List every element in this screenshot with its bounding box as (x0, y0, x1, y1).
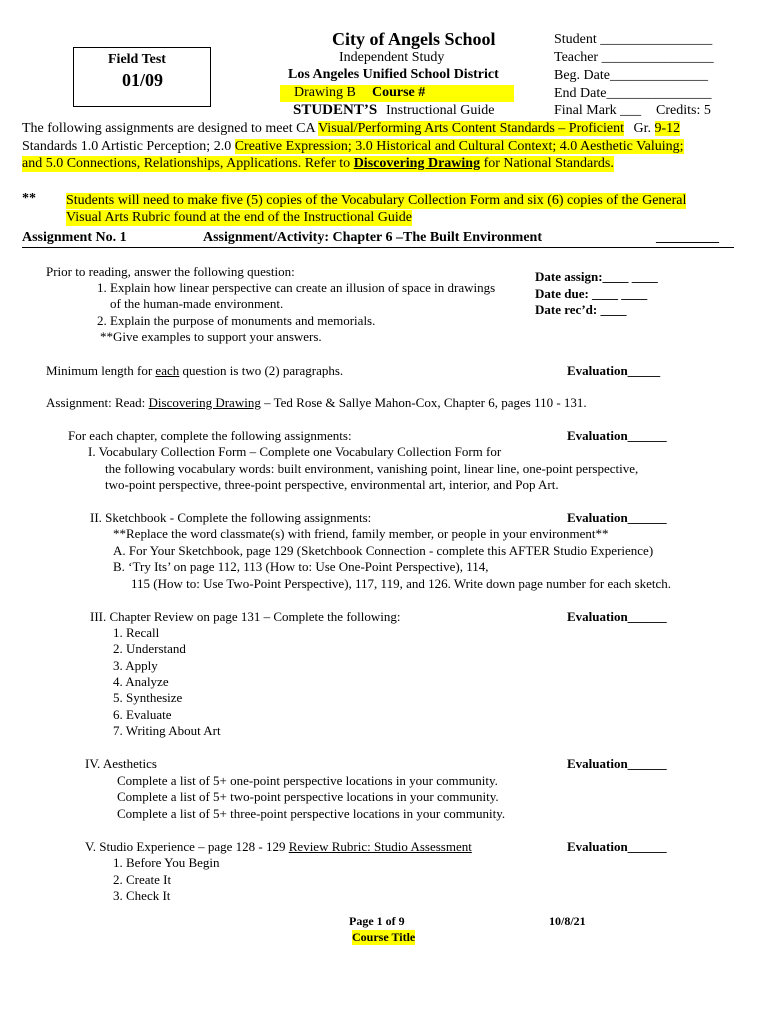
review-item: 1. Recall (113, 625, 160, 640)
note-line-2: Visual Arts Rubric found at the end of the Instructional Guide (66, 210, 412, 225)
course-title: Course Title (352, 930, 416, 944)
students-label: STUDENT’S (293, 102, 378, 118)
prior-q2: 2. Explain the purpose of monuments and memorials. (97, 313, 376, 328)
studio-item: 1. Before You Begin (113, 855, 220, 870)
review-item: 2. Understand (113, 641, 186, 656)
sketchbook-line-1: **Replace the word classmate(s) with friend, family member, or people in your environment** (113, 526, 609, 541)
studio-item: 2. Create It (113, 872, 172, 887)
guide-label: Instructional Guide (386, 103, 495, 118)
sketchbook-eval: Evaluation______ (567, 510, 667, 525)
vocab-line-2: the following vocabulary words: built environment, vanishing point, linear line, one-point perspective, (105, 461, 639, 476)
intro-line-2: Standards 1.0 Artistic Perception; 2.0 Creative Expression; 3.0 Historical and Cultural Context; 4.0 Aesthetic Valuing; (22, 139, 684, 154)
studio-title: V. Studio Experience – page 128 - 129 Review Rubric: Studio Assessment (85, 839, 472, 854)
assignment-blank: _________ (656, 230, 719, 245)
credits-field: Credits: 5 (656, 103, 711, 118)
final-mark-field: Final Mark ___ (554, 103, 642, 118)
date-assign: Date assign:____ ____ (535, 269, 658, 284)
drawing-label: Drawing B (294, 85, 356, 100)
studio-eval: Evaluation______ (567, 839, 667, 854)
school-name: City of Angels School (332, 29, 496, 49)
beg-date-field: Beg. Date______________ (554, 68, 708, 83)
sketchbook-title: II. Sketchbook - Complete the following assignments: (90, 510, 372, 525)
aesthetics-title: IV. Aesthetics (85, 756, 157, 771)
review-title: III. Chapter Review on page 131 – Complete the following: (90, 609, 401, 624)
end-date-field: End Date_______________ (554, 86, 712, 101)
program-name: Independent Study (339, 50, 445, 65)
field-test-label: Field Test (108, 52, 166, 67)
prior-intro: Prior to reading, answer the following question: (46, 264, 295, 279)
assignment-rule (22, 247, 734, 248)
date-due: Date due: ____ ____ (535, 286, 648, 301)
date-recd: Date rec’d: ____ (535, 302, 627, 317)
page-number: Page 1 of 9 (349, 914, 405, 928)
assignment-number: Assignment No. 1 (22, 230, 127, 245)
review-item: 4. Analyze (113, 674, 169, 689)
aesthetics-line-1: Complete a list of 5+ one-point perspective locations in your community. (117, 773, 498, 788)
review-item: 7. Writing About Art (113, 723, 221, 738)
vocab-line-3: two-point perspective, three-point perspective, environmental art, interior, and Pop Art. (105, 477, 559, 492)
student-field: Student ________________ (554, 32, 713, 47)
review-item: 5. Synthesize (113, 690, 183, 705)
course-number-label: Course # (372, 85, 426, 100)
aesthetics-line-2: Complete a list of 5+ two-point perspective locations in your community. (117, 789, 499, 804)
studio-item: 3. Check It (113, 888, 171, 903)
min-length-eval: Evaluation_____ (567, 363, 661, 378)
footer-date: 10/8/21 (549, 914, 586, 928)
sketchbook-line-4: 115 (How to: Use Two-Point Perspective), 117, 119, and 126. Write down page number for each sketch. (131, 576, 671, 591)
review-item: 3. Apply (113, 658, 158, 673)
sketchbook-line-2: A. For Your Sketchbook, page 129 (Sketchbook Connection - complete this AFTER Studio Experience) (113, 543, 654, 558)
read-assignment: Assignment: Read: Discovering Drawing – Ted Rose & Sallye Mahon-Cox, Chapter 6, pages 110 - 131. (46, 395, 587, 410)
sketchbook-line-3: B. ‘Try Its’ on page 112, 113 (How to: Use One-Point Perspective), 114, (113, 559, 489, 574)
review-item: 6. Evaluate (113, 707, 172, 722)
discovering-drawing-ref: Discovering Drawing (353, 156, 481, 171)
district-name: Los Angeles Unified School District (288, 67, 499, 82)
vocab-line-1: I. Vocabulary Collection Form – Complete one Vocabulary Collection Form for (88, 444, 502, 459)
review-eval: Evaluation______ (567, 609, 667, 624)
assignment-activity: Assignment/Activity: Chapter 6 –The Built Environment (203, 230, 542, 245)
prior-q3: **Give examples to support your answers. (100, 329, 322, 344)
note-stars: ** (22, 191, 36, 206)
aesthetics-eval: Evaluation______ (567, 756, 667, 771)
teacher-field: Teacher ________________ (554, 50, 714, 65)
prior-q1a: 1. Explain how linear perspective can create an illusion of space in drawings (97, 280, 496, 295)
aesthetics-line-3: Complete a list of 5+ three-point perspective locations in your community. (117, 806, 506, 821)
for-each-eval: Evaluation______ (567, 428, 667, 443)
intro-line-3: and 5.0 Connections, Relationships, Applications. Refer to Discovering Drawing for National Standards. (22, 156, 614, 171)
prior-q1b: of the human-made environment. (110, 296, 284, 311)
note-line-1: Students will need to make five (5) copies of the Vocabulary Collection Form and six (6) copies of the General (66, 193, 687, 208)
min-length: Minimum length for each question is two (2) paragraphs. (46, 363, 344, 378)
field-test-date: 01/09 (122, 70, 164, 90)
intro-line-1: The following assignments are designed to meet CA Visual/Performing Arts Content Standards – Proficient Gr. 9-12 (22, 121, 681, 136)
for-each-intro: For each chapter, complete the following assignments: (68, 428, 352, 443)
